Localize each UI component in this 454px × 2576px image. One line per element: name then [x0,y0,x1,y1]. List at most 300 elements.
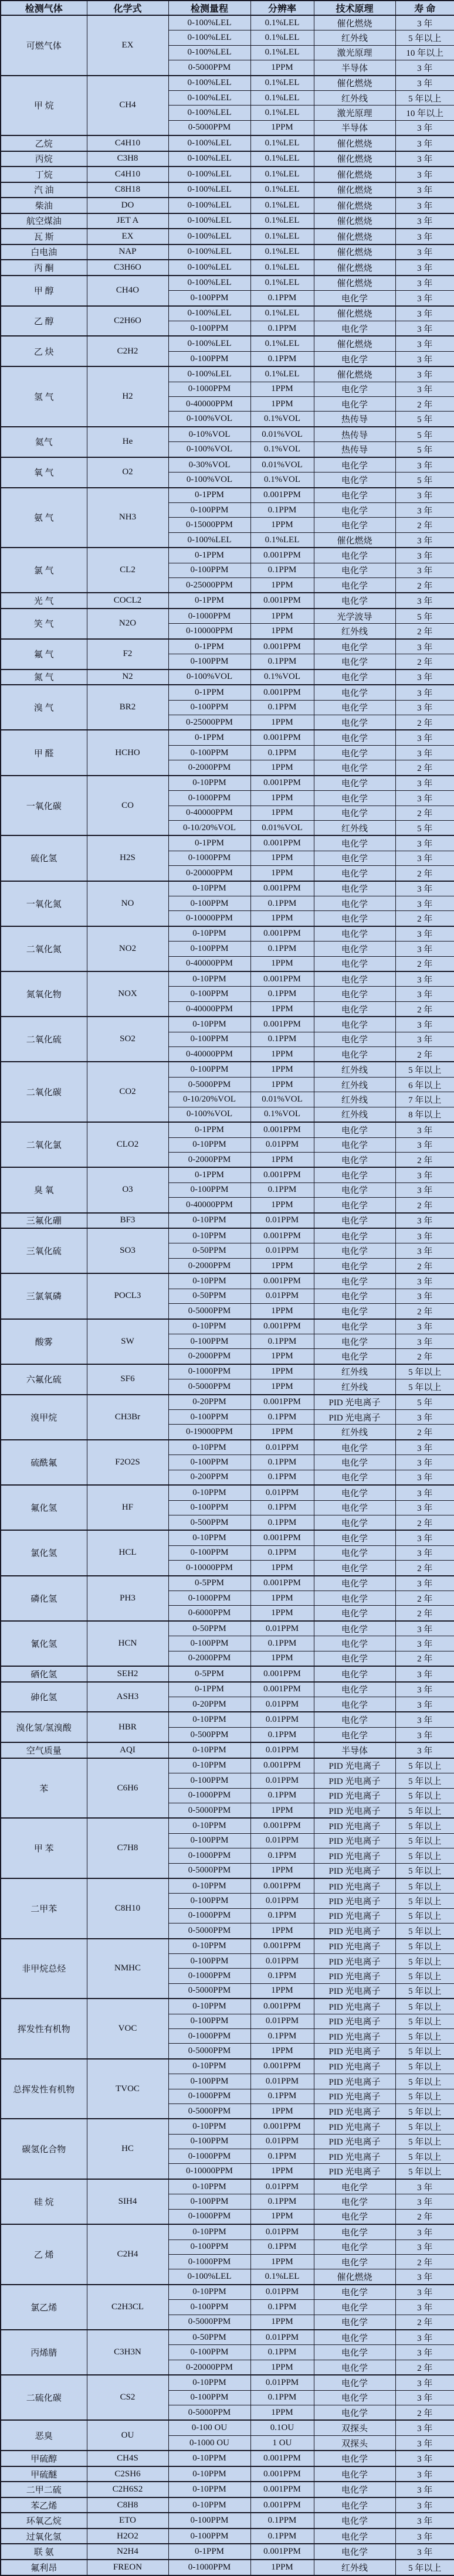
resolution-cell: 0.001PPM [250,776,314,791]
principle-cell: PID 光电离子 [314,2103,395,2119]
range-cell: 0-10PPM [168,1319,250,1334]
range-cell: 0-100%LEL [168,213,250,229]
lifetime-cell: 3 年 [395,1621,454,1636]
range-cell: 0-10000PPM [168,2164,250,2179]
range-cell: 0-1PPM [168,639,250,654]
principle-cell: 电化学 [314,2390,395,2405]
range-cell: 0-100%LEL [168,532,250,548]
gas-name-cell: 氯 气 [1,548,87,593]
gas-name-cell: 环氧乙烷 [1,2513,87,2529]
range-cell: 0-100PPM [168,2014,250,2028]
lifetime-cell: 3 年 [395,1289,454,1303]
principle-cell: 电化学 [314,578,395,593]
principle-cell: 催化燃烧 [314,135,395,151]
principle-cell: 电化学 [314,1470,395,1485]
range-cell: 0-100%VOL [168,412,250,427]
range-cell: 0-100PPM [168,1500,250,1515]
principle-cell: 催化燃烧 [314,76,395,91]
resolution-cell: 1PPM [250,1364,314,1379]
range-cell: 0-100PPM [168,503,250,518]
resolution-cell: 1PPM [250,2209,314,2224]
resolution-cell: 0.001PPM [250,1758,314,1773]
lifetime-cell: 2 年 [395,1258,454,1273]
lifetime-cell: 3 年 [395,166,454,182]
range-cell: 0-100PPM [168,1334,250,1348]
resolution-cell: 0.01PPM [250,1712,314,1727]
formula-cell: HBR [87,1712,168,1742]
resolution-cell: 0.1%LEL [250,45,314,60]
principle-cell: 电化学 [314,488,395,503]
table-row [1,730,454,745]
range-cell: 0-10PPM [168,1213,250,1229]
lifetime-cell: 3 年 [395,1182,454,1197]
lifetime-cell: 2 年 [395,578,454,593]
formula-cell: HCL [87,1530,168,1575]
resolution-cell: 1PPM [250,2044,314,2059]
resolution-cell: 1PPM [250,911,314,926]
resolution-cell: 0.1PPM [250,1969,314,1983]
resolution-cell: 0.001PPM [250,2059,314,2074]
gas-name-cell: 酸雾 [1,1319,87,1364]
lifetime-cell: 2 年 [395,911,454,926]
lifetime-cell: 3 年 [395,229,454,244]
principle-cell: PID 光电离子 [314,2059,395,2074]
range-cell: 0-100PPM [168,1410,250,1425]
lifetime-cell: 6 年以上 [395,1077,454,1092]
table-row [1,2375,454,2390]
gas-name-cell: 二硫化碳 [1,2375,87,2420]
resolution-cell: 0.001PPM [250,2119,314,2134]
range-cell: 0-100%LEL [168,306,250,321]
range-cell: 0-1000PPM [168,2560,250,2575]
lifetime-cell: 3 年 [395,213,454,229]
range-cell: 0-50PPM [168,1243,250,1258]
range-cell: 0-50PPM [168,1621,250,1636]
principle-cell: 电化学 [314,776,395,791]
range-cell: 0-100PPM [168,700,250,715]
resolution-cell: 0.1PPM [250,321,314,337]
resolution-cell: 0.001PPM [250,1682,314,1697]
lifetime-cell: 5 年以上 [395,1062,454,1077]
table-row [1,76,454,91]
range-cell: 0-1PPM [168,730,250,745]
principle-cell: 电化学 [314,397,395,412]
principle-cell: 催化燃烧 [314,182,395,198]
resolution-cell: 0.001PPM [250,1939,314,1954]
resolution-cell: 0.1%LEL [250,366,314,382]
range-cell: 0-100PPM [168,987,250,1001]
resolution-cell: 1PPM [250,397,314,412]
range-cell: 0-10PPM [168,2119,250,2134]
resolution-cell: 0.1PPM [250,987,314,1001]
range-cell: 0-100PPM [168,2529,250,2544]
resolution-cell: 0.01PPM [250,2330,314,2345]
range-cell: 0-10000PPM [168,624,250,639]
principle-cell: PID 光电离子 [314,1803,395,1818]
range-cell: 0-500PPM [168,1727,250,1742]
resolution-cell: 0.1PPM [250,942,314,956]
principle-cell: 激光原理 [314,45,395,60]
lifetime-cell: 2 年 [395,956,454,971]
resolution-cell: 0.1%VOL [250,412,314,427]
principle-cell: 催化燃烧 [314,198,395,213]
range-cell: 0-100PPM [168,654,250,670]
resolution-cell: 0.001PPM [250,835,314,851]
resolution-cell: 0.01PPM [250,2375,314,2390]
principle-cell: 电化学 [314,2315,395,2330]
range-cell: 0-100PPM [168,351,250,366]
resolution-cell: 0.01PPM [250,1953,314,1968]
lifetime-cell: 3 年 [395,120,454,135]
range-cell: 0-40000PPM [168,1047,250,1062]
formula-cell: C2H3CL [87,2285,168,2330]
gas-name-cell: 瓦 斯 [1,229,87,244]
resolution-cell: 0.1PPM [250,2390,314,2405]
gas-name-cell: 非甲烷总烃 [1,1939,87,1999]
gas-name-cell: 二氧化氮 [1,926,87,971]
principle-cell: 红外线 [314,1062,395,1077]
formula-cell: NOX [87,971,168,1017]
principle-cell: PID 光电离子 [314,1983,395,1999]
lifetime-cell: 3 年 [395,2194,454,2209]
formula-cell: VOC [87,1999,168,2059]
range-cell: 0-20PPM [168,1697,250,1712]
resolution-cell: 0.1PPM [250,1334,314,1348]
gas-name-cell: 氨 气 [1,488,87,548]
principle-cell: 电化学 [314,2375,395,2390]
resolution-cell: 0.001PPM [250,1530,314,1545]
principle-cell: 电化学 [314,1243,395,1258]
resolution-cell: 1PPM [250,2360,314,2375]
table-row [1,1878,454,1894]
lifetime-cell: 5 年以上 [395,1833,454,1848]
range-cell: 0-10PPM [168,1818,250,1833]
principle-cell: 电化学 [314,700,395,715]
formula-cell: AQI [87,1742,168,1758]
table-row [1,593,454,609]
principle-cell: 电化学 [314,911,395,926]
resolution-cell: 1PPM [250,760,314,776]
gas-name-cell: 丙烯腈 [1,2330,87,2375]
principle-cell: PID 光电离子 [314,2119,395,2134]
table-row [1,366,454,382]
resolution-cell: 0.1PPM [250,563,314,577]
resolution-cell: 0.1PPM [250,700,314,715]
resolution-cell: 0.001PPM [250,1878,314,1894]
resolution-cell: 0.001PPM [250,548,314,563]
table-row [1,2529,454,2544]
gas-name-cell: 光 气 [1,593,87,609]
lifetime-cell: 2 年 [395,1047,454,1062]
range-cell: 0-100%LEL [168,260,250,276]
lifetime-cell: 2 年 [395,397,454,412]
principle-cell: 电化学 [314,926,395,942]
range-cell: 0-10PPM [168,2059,250,2074]
range-cell: 0-2000PPM [168,1651,250,1666]
gas-name-cell: 磷化氢 [1,1576,87,1621]
lifetime-cell: 3 年 [395,1122,454,1137]
resolution-cell: 1PPM [250,609,314,624]
gas-table-body [1,15,454,2575]
range-cell: 0-1000PPM [168,851,250,865]
lifetime-cell: 3 年 [395,881,454,896]
principle-cell: 电化学 [314,1047,395,1062]
table-row [1,1999,454,2014]
principle-cell: 电化学 [314,639,395,654]
header-formula: 化学式 [87,1,168,15]
range-cell: 0-1000PPM [168,1848,250,1863]
lifetime-cell: 2 年 [395,1152,454,1167]
principle-cell: 电化学 [314,2466,395,2482]
range-cell: 0-100PPM [168,1894,250,1908]
formula-cell: N2H4 [87,2544,168,2560]
resolution-cell: 0.001PPM [250,2482,314,2497]
resolution-cell: 0.1%LEL [250,182,314,198]
resolution-cell: 0.1%VOL [250,473,314,488]
principle-cell: 电化学 [314,548,395,563]
lifetime-cell: 3 年 [395,2239,454,2254]
lifetime-cell: 8 年以上 [395,1107,454,1122]
resolution-cell: 0.001PPM [250,1395,314,1410]
resolution-cell: 1PPM [250,1803,314,1818]
lifetime-cell: 10 年以上 [395,106,454,120]
principle-cell: 电化学 [314,503,395,518]
resolution-cell: 0.1%LEL [250,15,314,30]
table-row [1,776,454,791]
gas-name-cell: 三氟化硼 [1,1213,87,1229]
formula-cell: CH3Br [87,1395,168,1440]
principle-cell: 红外线 [314,624,395,639]
formula-cell: H2 [87,366,168,427]
resolution-cell: 0.1%LEL [250,276,314,291]
lifetime-cell: 3 年 [395,15,454,30]
range-cell: 0-100PPM [168,563,250,577]
principle-cell: PID 光电离子 [314,1969,395,1983]
range-cell: 0-100%LEL [168,166,250,182]
lifetime-cell: 5 年以上 [395,1379,454,1395]
gas-name-cell: 苯 [1,1758,87,1819]
principle-cell: PID 光电离子 [314,1818,395,1833]
range-cell: 0-5000PPM [168,1803,250,1818]
resolution-cell: 0.001PPM [250,1017,314,1032]
principle-cell: 电化学 [314,1636,395,1651]
table-row [1,1576,454,1591]
gas-name-cell: 一氧化氮 [1,881,87,926]
lifetime-cell: 3 年 [395,700,454,715]
lifetime-cell: 2 年 [395,1591,454,1605]
gas-name-cell: 总挥发性有机物 [1,2059,87,2119]
resolution-cell: 0.1%LEL [250,30,314,45]
lifetime-cell: 3 年 [395,1213,454,1229]
lifetime-cell: 3 年 [395,1712,454,1727]
principle-cell: 电化学 [314,457,395,473]
principle-cell: 双探头 [314,2420,395,2435]
table-row [1,213,454,229]
range-cell: 0-20PPM [168,1395,250,1410]
resolution-cell: 0.1PPM [250,1455,314,1470]
resolution-cell: 1PPM [250,1198,314,1213]
resolution-cell: 0.01PPM [250,2074,314,2089]
lifetime-cell: 5 年以上 [395,1953,454,1968]
lifetime-cell: 2 年 [395,1651,454,1666]
resolution-cell: 0.1PPM [250,503,314,518]
resolution-cell: 0.001PPM [250,926,314,942]
principle-cell: 电化学 [314,1258,395,1273]
principle-cell: 电化学 [314,1727,395,1742]
lifetime-cell: 3 年 [395,2285,454,2300]
table-row [1,2560,454,2575]
formula-cell: CL2 [87,548,168,593]
gas-name-cell: 溴化氢/氢溴酸 [1,1712,87,1742]
range-cell: 0-100PPM [168,1773,250,1788]
range-cell: 0-100PPM [168,1545,250,1560]
principle-cell: 催化燃烧 [314,260,395,276]
lifetime-cell: 3 年 [395,1530,454,1545]
range-cell: 0-10PPM [168,1878,250,1894]
principle-cell: PID 光电离子 [314,1939,395,1954]
resolution-cell: 0.01PPM [250,1621,314,1636]
principle-cell: 电化学 [314,2209,395,2224]
resolution-cell: 1PPM [250,2315,314,2330]
table-row [1,2544,454,2560]
range-cell: 0-5000PPM [168,1304,250,1319]
table-row [1,488,454,503]
lifetime-cell: 3 年 [395,1243,454,1258]
range-cell: 0-1PPM [168,593,250,609]
gas-name-cell: 空气质量 [1,1742,87,1758]
gas-name-cell: 一氧化碳 [1,776,87,836]
table-row [1,260,454,276]
gas-name-cell: 氮氧化物 [1,971,87,1017]
lifetime-cell: 5 年以上 [395,1969,454,1983]
resolution-cell: 1PPM [250,1591,314,1605]
principle-cell: 电化学 [314,351,395,366]
principle-cell: 光学波导 [314,609,395,624]
lifetime-cell: 3 年 [395,2420,454,2435]
range-cell: 0-100%LEL [168,45,250,60]
principle-cell: 电化学 [314,2300,395,2315]
range-cell: 0-100PPM [168,1182,250,1197]
resolution-cell: 0.1%LEL [250,106,314,120]
principle-cell: 电化学 [314,2330,395,2345]
range-cell: 0-40000PPM [168,956,250,971]
resolution-cell: 1PPM [250,60,314,76]
table-row [1,835,454,851]
table-row [1,244,454,260]
range-cell: 0-100PPM [168,2194,250,2209]
resolution-cell: 1PPM [250,2103,314,2119]
formula-cell: CH4O [87,276,168,306]
resolution-cell: 0.1PPM [250,1032,314,1046]
lifetime-cell: 2 年 [395,2405,454,2421]
resolution-cell: 0.1PPM [250,1727,314,1742]
range-cell: 0-100PPM [168,2390,250,2405]
range-cell: 0-100%LEL [168,366,250,382]
lifetime-cell: 2 年 [395,1515,454,1530]
gas-name-cell: 碳氢化合物 [1,2119,87,2179]
gas-name-cell: 甲 醇 [1,276,87,306]
lifetime-cell: 3 年 [395,2544,454,2560]
lifetime-cell: 2 年 [395,2209,454,2224]
lifetime-cell: 3 年 [395,60,454,76]
principle-cell: PID 光电离子 [314,2089,395,2103]
lifetime-cell: 3 年 [395,2375,454,2390]
gas-name-cell: 砷化氢 [1,1682,87,1712]
resolution-cell: 1PPM [250,120,314,135]
principle-cell: 电化学 [314,835,395,851]
table-row [1,2179,454,2194]
lifetime-cell: 5 年以上 [395,2059,454,2074]
formula-cell: C4H10 [87,135,168,151]
formula-cell: C8H8 [87,2497,168,2513]
principle-cell: 红外线 [314,1107,395,1122]
gas-name-cell: 苯乙烯 [1,2497,87,2513]
resolution-cell: 0.1PPM [250,1788,314,1803]
table-row [1,198,454,213]
resolution-cell: 0.001PPM [250,685,314,700]
range-cell: 0-10PPM [168,2375,250,2390]
range-cell: 0-25000PPM [168,715,250,730]
resolution-cell: 0.1PPM [250,2089,314,2103]
range-cell: 0-1000PPM [168,2089,250,2103]
gas-name-cell: 二氧化碳 [1,1062,87,1122]
gas-name-cell: 氦气 [1,427,87,457]
table-row [1,1440,454,1455]
formula-cell: BF3 [87,1213,168,1229]
resolution-cell: 0.01%VOL [250,1092,314,1107]
lifetime-cell: 2 年 [395,715,454,730]
lifetime-cell: 2 年 [395,624,454,639]
range-cell: 0-5PPM [168,1666,250,1682]
principle-cell: 电化学 [314,851,395,865]
resolution-cell: 1PPM [250,956,314,971]
formula-cell: CO [87,776,168,836]
lifetime-cell: 3 年 [395,76,454,91]
range-cell: 0-100%LEL [168,276,250,291]
principle-cell: 电化学 [314,1545,395,1560]
resolution-cell: 0.1PPM [250,2028,314,2043]
resolution-cell: 1PPM [250,1047,314,1062]
principle-cell: 双探头 [314,2435,395,2451]
lifetime-cell: 3 年 [395,2345,454,2360]
resolution-cell: 0.01PPM [250,1213,314,1229]
range-cell: 0-30%VOL [168,457,250,473]
resolution-cell: 1PPM [250,2405,314,2421]
gas-name-cell: 丙烷 [1,151,87,167]
range-cell: 0-2000PPM [168,1152,250,1167]
principle-cell: 电化学 [314,1515,395,1530]
range-cell: 0-100PPM [168,2513,250,2529]
lifetime-cell: 5 年 [395,412,454,427]
range-cell: 0-10/20%VOL [168,1092,250,1107]
principle-cell: 电化学 [314,1440,395,1455]
range-cell: 0-100%VOL [168,670,250,685]
table-row [1,971,454,987]
range-cell: 0-50PPM [168,1289,250,1303]
resolution-cell: 1PPM [250,382,314,396]
formula-cell: H2O2 [87,2529,168,2544]
principle-cell: PID 光电离子 [314,1410,395,1425]
principle-cell: 催化燃烧 [314,244,395,260]
lifetime-cell: 3 年 [395,291,454,306]
table-row [1,1319,454,1334]
header-gas: 检测气体 [1,1,87,15]
range-cell: 0-10PPM [168,1228,250,1243]
principle-cell: 半导体 [314,1742,395,1758]
resolution-cell: 0.1PPM [250,1410,314,1425]
header-principle: 技术原理 [314,1,395,15]
formula-cell: NMHC [87,1939,168,1999]
